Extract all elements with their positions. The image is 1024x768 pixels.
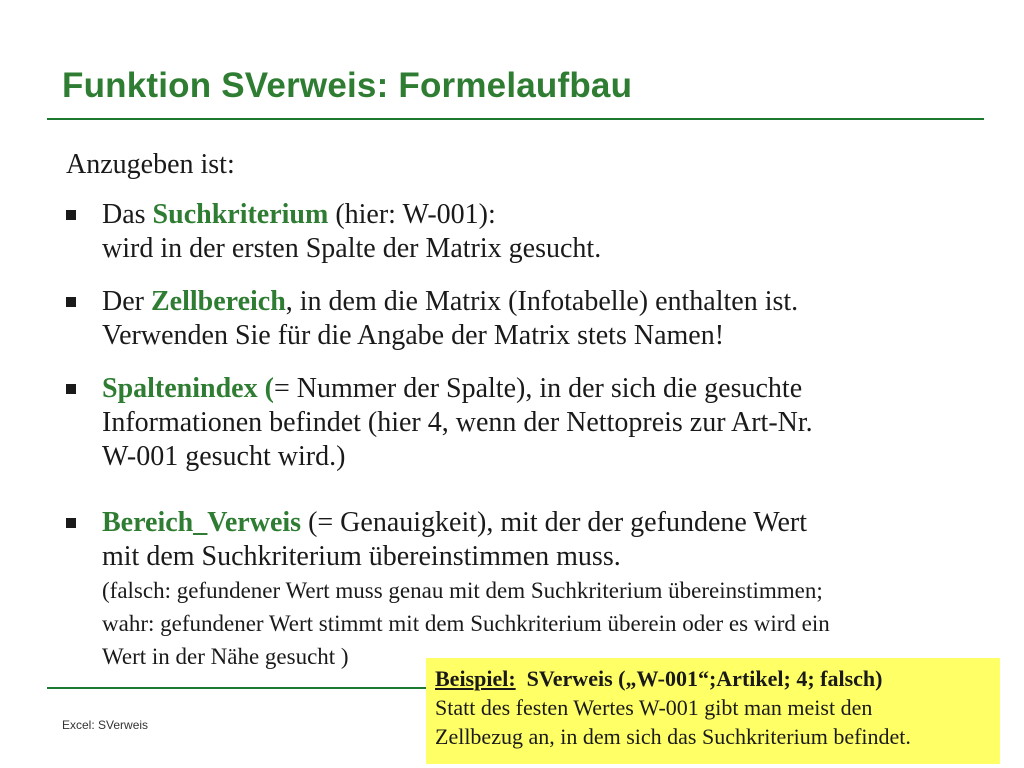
bullet-suffix: = Nummer der Spalte), in der sich die gesuchte (273, 373, 803, 404)
square-bullet-icon (66, 297, 76, 307)
bullet-suffix: (= Genauigkeit), mit der der gefundene Wert (301, 507, 808, 538)
bullet-prefix: Der (102, 286, 151, 317)
example-line: Statt des festen Wertes W-001 gibt man meist den (435, 695, 873, 720)
bullet-line: Informationen befindet (hier 4, wenn der Nettopreis zur Art-Nr. (102, 407, 813, 438)
bullet-prefix: Das (102, 199, 153, 230)
bullet-note-line: wahr: gefundener Wert stimmt mit dem Suchkriterium überein oder es wird ein (102, 611, 830, 636)
square-bullet-icon (66, 518, 76, 528)
bullet-line: W-001 gesucht wird.) (102, 441, 346, 472)
bullet-line: mit dem Suchkriterium übereinstimmen muss. (102, 541, 621, 572)
square-bullet-icon (66, 384, 76, 394)
bullet-text (102, 506, 1002, 673)
bullet-text (102, 372, 1002, 474)
bullet-term: Suchkriterium (152, 199, 329, 230)
slide-title: Funktion SVerweis: Formelaufbau (62, 66, 633, 105)
bullet-note-line: Wert in der Nähe gesucht ) (102, 644, 349, 669)
square-bullet-icon (66, 210, 76, 220)
bullet-note-line: (falsch: gefundener Wert muss genau mit dem Suchkriterium übereinstimmen; (102, 578, 823, 603)
bullet-text (102, 285, 1002, 353)
bullet-term: Bereich_Verweis (102, 507, 302, 538)
bullet-term: Zellbereich (150, 286, 286, 317)
title-divider (47, 118, 984, 120)
footer-text: Excel: SVerweis (62, 718, 149, 732)
example-line: Zellbezug an, in dem sich das Suchkriterium befindet. (435, 724, 911, 749)
example-heading (435, 664, 990, 693)
bullet-term: Spaltenindex ( (102, 373, 274, 404)
footer-divider (47, 687, 427, 689)
bullet-text (102, 198, 1002, 266)
example-box (426, 658, 1000, 764)
intro-text: Anzugeben ist: (66, 149, 235, 180)
example-label: Beispiel: (435, 666, 516, 691)
bullet-suffix: , in dem die Matrix (Infotabelle) enthalten ist. (285, 286, 799, 317)
bullet-line: wird in der ersten Spalte der Matrix gesucht. (102, 233, 602, 264)
example-formula: SVerweis („W-001“;Artikel; 4; falsch) (515, 666, 883, 691)
bullet-suffix: (hier: W-001): (328, 199, 496, 230)
bullet-line: Verwenden Sie für die Angabe der Matrix stets Namen! (102, 320, 725, 351)
